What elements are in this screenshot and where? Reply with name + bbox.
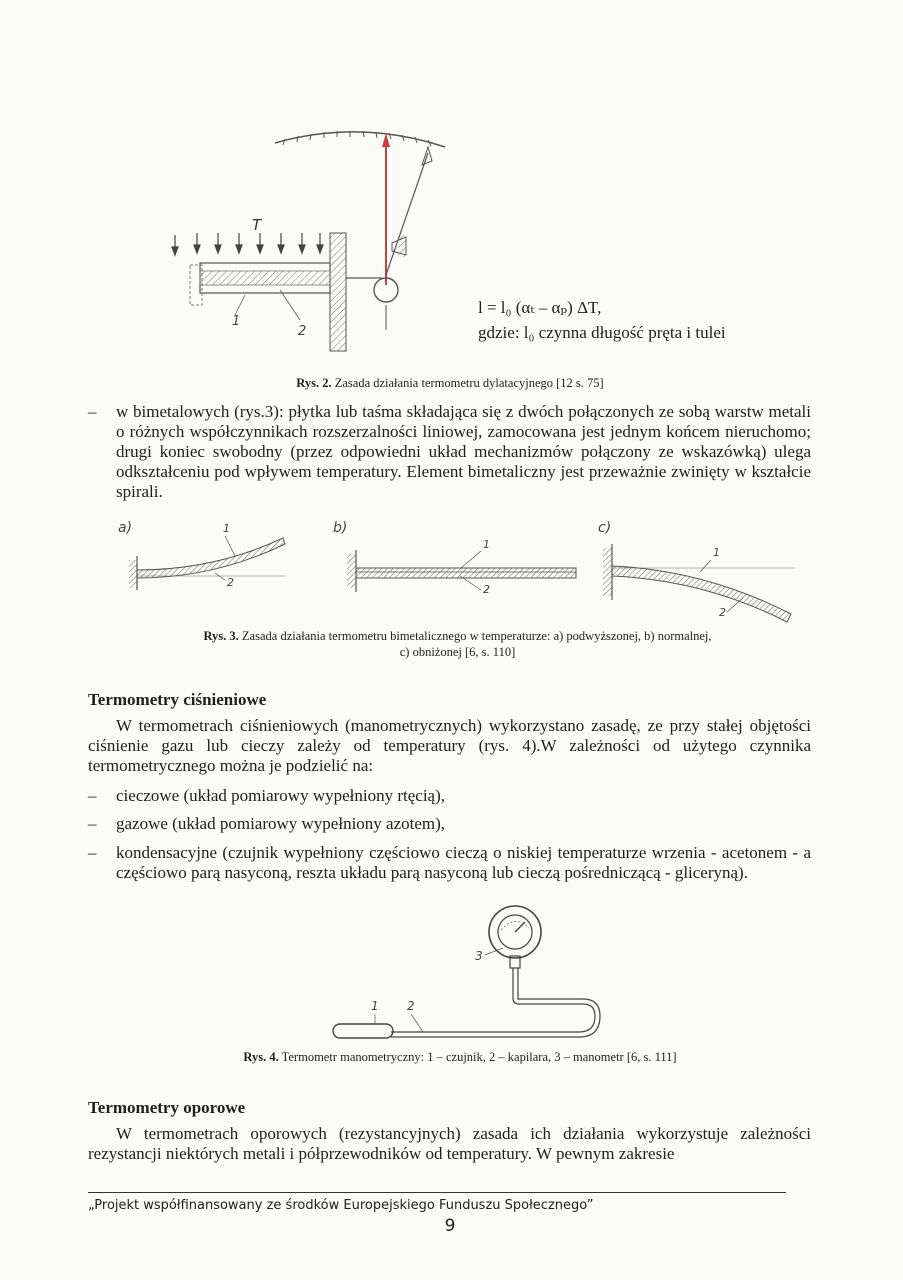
footer-note: „Projekt współfinansowany ze środków Europejskiego Funduszu Społecznego” bbox=[88, 1198, 594, 1213]
label-2: 2 bbox=[298, 324, 307, 339]
fig3-caption-line1 bbox=[90, 628, 825, 644]
resistance-heading: Termometry oporowe bbox=[88, 1098, 246, 1117]
fig3-caption-number: Rys. 3. bbox=[203, 629, 239, 643]
bimetal-paragraph: w bimetalowych (rys.3): płytka lub taśma składająca się z dwóch połączonych ze sobą warstw metali o różnych współczynnikach rozszerzalności liniowej, zamocowana jest jednym końcem nieruchomo; drugi koniec swobodny (przez odpowiedni układ mechanizmów połączony ze wskazówką) ulega odkształceniu pod wpływem temperatury. Element bimetaliczny jest przeważnie zwinięty w kształcie spirali. bbox=[116, 402, 811, 501]
label-c-1: 1 bbox=[713, 546, 720, 559]
footer-rule bbox=[88, 1192, 786, 1193]
label-c: c) bbox=[598, 520, 612, 536]
pressure-item-2-dash: – bbox=[88, 814, 97, 833]
pressure-item-3-dash: – bbox=[88, 843, 97, 862]
fig4-caption-number: Rys. 4. bbox=[243, 1050, 279, 1064]
label-a: a) bbox=[118, 520, 133, 536]
pressure-item-2: gazowe (układ pomiarowy wypełniony azotem), bbox=[116, 814, 446, 833]
resistance-intro: W termometrach oporowych (rezystancyjnych) zasada ich działania wykorzystuje zależności rezystancji niektórych metali i półprzewodników od temperatury. W pewnym zakresie bbox=[88, 1124, 811, 1163]
fig2-formula-note: gdzie: l₀ czynna długość pręta i tulei bbox=[478, 323, 726, 342]
fig2-caption-number: Rys. 2. bbox=[296, 376, 332, 390]
label-fig4-1: 1 bbox=[371, 999, 379, 1013]
pressure-heading: Termometry ciśnieniowe bbox=[88, 690, 267, 709]
label-1: 1 bbox=[232, 314, 241, 329]
label-b-2: 2 bbox=[483, 583, 490, 596]
fig3-caption-text: Zasada działania termometru bimetalicznego w temperaturze: a) podwyższonej, b) normalnej, bbox=[241, 629, 712, 643]
figure-4-manometric-thermometer bbox=[325, 900, 615, 1045]
label-b: b) bbox=[333, 520, 348, 536]
fig4-caption-text: Termometr manometryczny: 1 – czujnik, 2 – kapilara, 3 – manometr [6, s. 111] bbox=[281, 1050, 677, 1064]
fig2-caption bbox=[90, 376, 810, 391]
fig2-formula: l = l₀ (αₜ – αₚ) ΔT, bbox=[478, 298, 602, 317]
label-c-2: 2 bbox=[719, 606, 726, 619]
label-a-1: 1 bbox=[223, 522, 230, 535]
figure-2-dilatation-thermometer bbox=[160, 125, 460, 360]
page-number: 9 bbox=[444, 1216, 456, 1236]
label-T: T bbox=[252, 216, 262, 234]
label-3: 3 bbox=[475, 949, 483, 963]
pressure-item-1: cieczowe (układ pomiarowy wypełniony rtęcią), bbox=[116, 786, 446, 805]
fig3-caption bbox=[90, 628, 825, 660]
bimetal-dash: – bbox=[88, 402, 97, 421]
pressure-item-3: kondensacyjne (czujnik wypełniony częściowo cieczą o niskiej temperaturze wrzenia - acetonem - a częściowo parą nasyconą, reszta układu parą nasyconą lub cieczą pośredniczącą - gliceryną). bbox=[116, 843, 811, 882]
label-a-2: 2 bbox=[227, 576, 234, 589]
pressure-intro: W termometrach ciśnieniowych (manometrycznych) wykorzystano zasadę, ze przy stałej objętości ciśnienie gazu lub cieczy zależy od temperatury (rys. 4).W zależności od użytego czynnika termometrycznego można je podzielić na: bbox=[88, 716, 811, 775]
fig2-caption-text: Zasada działania termometru dylatacyjnego [12 s. 75] bbox=[334, 376, 604, 390]
pressure-item-1-dash: – bbox=[88, 786, 97, 805]
figure-3-bimetal-states bbox=[115, 518, 815, 626]
fig4-caption bbox=[90, 1050, 830, 1065]
fig3-caption-line2: c) obniżonej [6, s. 110] bbox=[399, 645, 516, 659]
label-b-1: 1 bbox=[483, 538, 490, 551]
label-fig4-2: 2 bbox=[407, 999, 415, 1013]
